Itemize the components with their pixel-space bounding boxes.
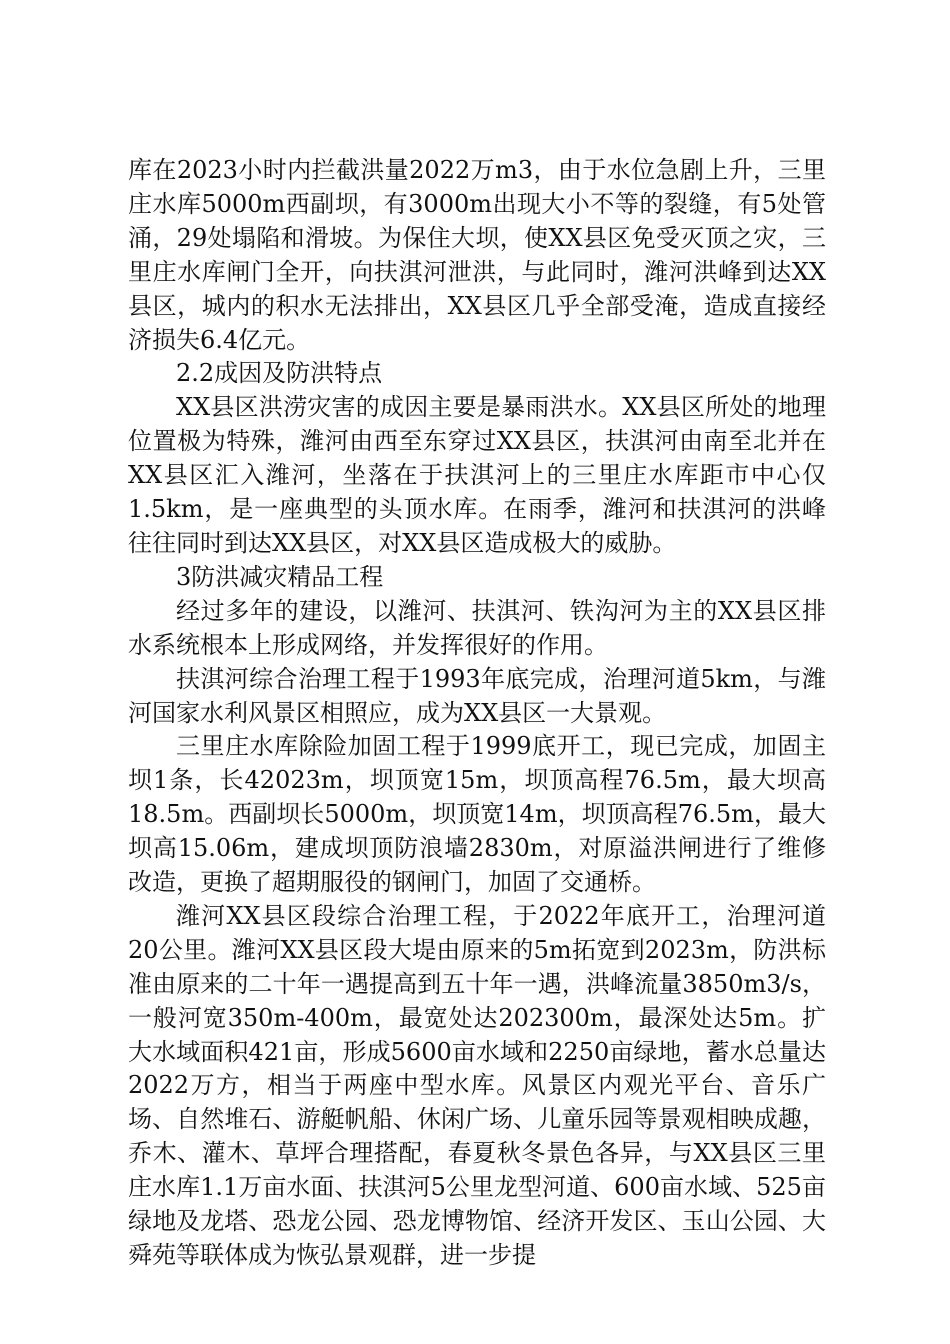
paragraph-causes: XX县区洪涝灾害的成因主要是暴雨洪水。XX县区所处的地理位置极为特殊，潍河由西至东穿过XX县区，扶淇河由南至北并在XX县区汇入潍河，坐落在于扶淇河上的三里庄水库距市中心仅1.5km，是一座典型的头顶水库。在雨季，潍河和扶淇河的洪峰往往同时到达XX县区，对XX县区造成极大的威胁。 [128,393,826,557]
paragraph-drainage-system: 经过多年的建设，以潍河、扶淇河、铁沟河为主的XX县区排水系统根本上形成网络，并发挥很好的作用。 [128,596,826,659]
paragraph-fuqi-river: 扶淇河综合治理工程于1993年底完成，治理河道5km，与潍河国家水利风景区相照应，成为XX县区一大景观。 [128,664,826,727]
paragraph-continuation: 库在2023小时内拦截洪量2022万m3，由于水位急剧上升，三里庄水库5000m西副坝，有3000m出现大小不等的裂缝，有5处管涌，29处塌陷和滑坡。为保住大坝，使XX县区免受灭顶之灾，三里庄水库闸门全开，向扶淇河泄洪，与此同时，潍河洪峰到达XX县区，城内的积水无法排出，XX县区几乎全部受淹，造成直接经济损失6.4亿元。 [128,156,826,354]
paragraph-weihe-river: 潍河XX县区段综合治理工程，于2022年底开工，治理河道20公里。潍河XX县区段大堤由原来的5m拓宽到2023m，防洪标准由原来的二十年一遇提高到五十年一遇，洪峰流量3850m3/s，一般河宽350m-400m，最宽处达202300m，最深处达5m。扩大水域面积421亩，形成5600亩水域和2250亩绿地，蓄水总量达2022万方，相当于两座中型水库。风景区内观光平台、音乐广场、自然堆石、游艇帆船、休闲广场、儿童乐园等景观相映成趣，乔木、灌木、草坪合理搭配，春夏秋冬景色各异，与XX县区三里庄水库1.1万亩水面、扶淇河5公里龙型河道、600亩水域、525亩绿地及龙塔、恐龙公园、恐龙博物馆、经济开发区、玉山公园、大舜苑等联体成为恢弘景观群，进一步提 [128,901,826,1269]
section-heading-2-2: 2.2成因及防洪特点 [176,359,383,388]
paragraph-sanlizhuang-reservoir: 三里庄水库除险加固工程于1999底开工，现已完成，加固主坝1条，长42023m，坝顶宽15m，坝顶高程76.5m，最大坝高18.5m。西副坝长5000m，坝顶宽14m，坝顶高程76.5m，最大坝高15.06m，建成坝顶防浪墙2830m，对原溢洪闸进行了维修改造，更换了超期服役的钢闸门，加固了交通桥。 [128,732,826,897]
section-heading-3: 3防洪减灾精品工程 [176,562,384,591]
document-body [128,154,826,1273]
